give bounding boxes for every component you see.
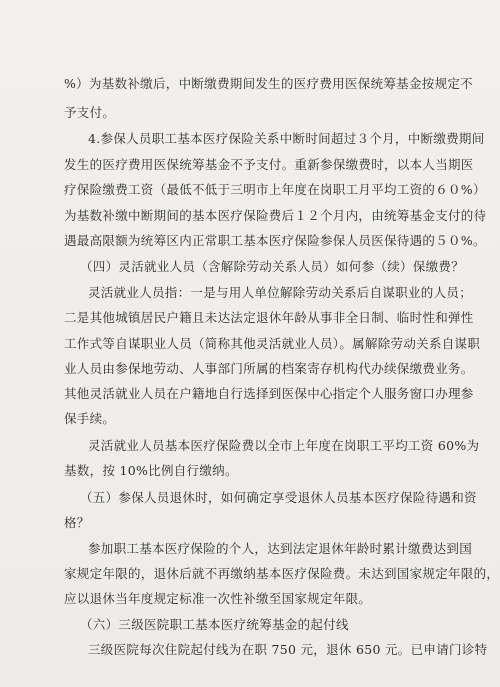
text-line: 发生的医疗费用医保统筹基金不予支付。重新参保缴费时，以本人当期医: [64, 157, 474, 172]
section-heading: （四）灵活就业人员（含解除劳动关系人员）如何参（续）保缴费？: [80, 259, 465, 274]
text-line: 保手续。: [64, 411, 116, 426]
text-line: 业人员由参保地劳动、人事部门所属的档案寄存机构代办续保缴费业务。: [64, 361, 474, 376]
text-line: 予支付。: [64, 105, 116, 120]
text-line: %）为基数补缴后，中断缴费期间发生的医疗费用医保统筹基金按规定不: [64, 76, 473, 91]
text-line: 应以退休当年度规定标准一次性补缴至国家规定年限。: [64, 591, 372, 606]
text-line: 疗保险缴费工资（最低不低于三明市上年度在岗职工月平均工资的６０%）: [64, 182, 486, 197]
text-line: 工作式等自谋职业人员（简称其他灵活就业人员）。属解除劳动关系自谋职: [64, 336, 481, 351]
text-line: 基数，按 10%比例自行缴纳。: [64, 463, 238, 478]
section-heading: （六）三级医院职工基本医疗统筹基金的起付线: [80, 617, 349, 632]
text-line: 为基数补缴中断期间的基本医疗保险费后１２个月内，由统筹基金支付的待: [64, 208, 487, 223]
text-line: 遇最高限额为统筹区内正常职工基本医疗保险参保人员医保待遇的５０%。: [64, 233, 486, 248]
text-line: 二是其他城镇居民户籍且未达法定退休年龄从事非全日制、临时性和弹性: [64, 310, 474, 325]
text-line: 家规定年限的，退休后就不再缴纳基本医疗保险费。未达到国家规定年限的，: [64, 566, 500, 581]
text-line: 灵活就业人员指：一是与用人单位解除劳动关系后自谋职业的人员；: [88, 285, 473, 300]
text-line: 4.参保人员职工基本医疗保险关系中断时间超过３个月，中断缴费期间: [88, 131, 485, 146]
text-line: 参加职工基本医疗保险的个人，达到法定退休年龄时累计缴费达到国: [88, 541, 473, 556]
text-line: 灵活就业人员基本医疗保险费以全市上年度在岗职工平均工资 60%为: [88, 438, 480, 453]
section-heading-continued: 格？: [64, 515, 90, 530]
text-line: 三级医院每次住院起付线为在职 750 元，退休 650 元。已申请门诊特: [88, 642, 488, 657]
section-heading: （五）参保人员退休时，如何确定享受退休人员基本医疗保险待遇和资: [80, 490, 477, 505]
text-line: 其他灵活就业人员在户籍地自行选择到医保中心指定个人服务窗口办理参: [64, 386, 474, 401]
